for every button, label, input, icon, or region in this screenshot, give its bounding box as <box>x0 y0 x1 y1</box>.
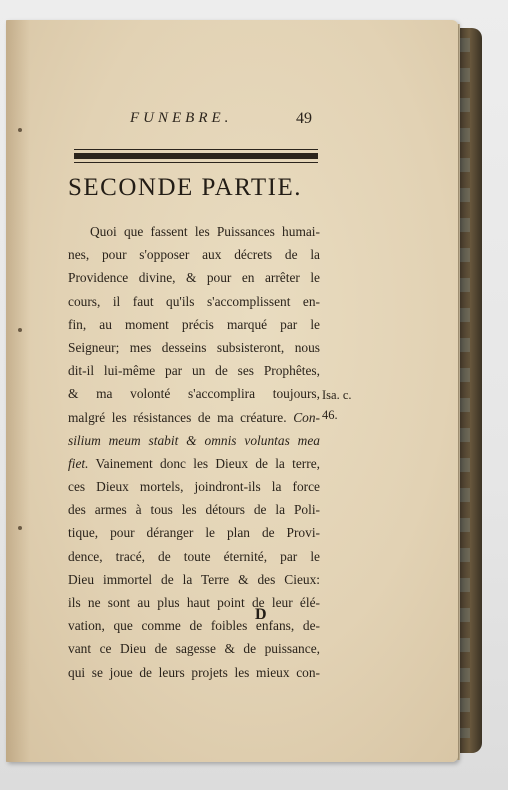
text-line: tique, pour déranger le plan de Provi- <box>68 525 320 541</box>
margin-note <box>322 385 362 425</box>
text-line: Dieu immortel de la Terre & des Cieux: <box>68 571 320 587</box>
running-title: FUNEBRE. <box>130 110 233 126</box>
text-line: Providence divine, & pour en arrêter le <box>68 270 320 286</box>
text-line: ces Dieux mortels, joindront-ils la force <box>68 479 320 495</box>
text-line: qui se joue de leurs projets les mieux con- <box>68 664 320 680</box>
italic-fragment: fiet. <box>68 455 89 471</box>
binding-hole <box>18 328 22 332</box>
section-title: SECONDE PARTIE. <box>68 174 302 201</box>
text-fragment: Vainement donc les Dieux de la terre, <box>88 455 320 471</box>
text-line: fin, au moment précis marqué par le <box>68 316 320 332</box>
binding-hole <box>18 128 22 132</box>
margin-note-line: 46. <box>322 408 338 422</box>
margin-note-line: Isa. c. <box>322 388 352 402</box>
header-rule-thin <box>74 162 318 163</box>
text-line: ils ne sont au plus haut point de leur élé- <box>68 595 320 610</box>
text-line <box>68 406 320 429</box>
text-line: & ma volonté s'accomplira toujours, <box>68 386 320 402</box>
text-line: dit-il lui-même par un de ses Prophêtes, <box>68 363 320 379</box>
text-line: des armes à tous les détours de la Poli- <box>68 502 320 518</box>
text-line: cours, il faut qu'ils s'accomplissent en- <box>68 293 320 309</box>
header-rule-thick <box>74 153 318 159</box>
body-text <box>68 220 320 684</box>
text-line: silium meum stabit & omnis voluntas mea <box>68 432 320 448</box>
text-fragment: malgré les résistances de ma créature. <box>68 409 294 425</box>
header-rule-thin <box>74 149 318 150</box>
text-line: vant ce Dieu de sagesse & de puissance, <box>68 641 320 657</box>
text-line: vation, que comme de foibles enfans, de- <box>68 618 320 634</box>
italic-fragment: Con- <box>293 409 320 425</box>
text-line: Seigneur; mes desseins subsisteront, nous <box>68 339 320 355</box>
binding-hole <box>18 526 22 530</box>
text-line <box>68 452 320 475</box>
text-line: nes, pour s'opposer aux décrets de la <box>68 247 320 263</box>
page-number: 49 <box>296 110 312 127</box>
text-line: Quoi que fassent les Puissances humai- <box>90 224 320 239</box>
text-line: dence, tracé, de toute éternité, par le <box>68 548 320 564</box>
signature-mark: D <box>255 606 267 623</box>
